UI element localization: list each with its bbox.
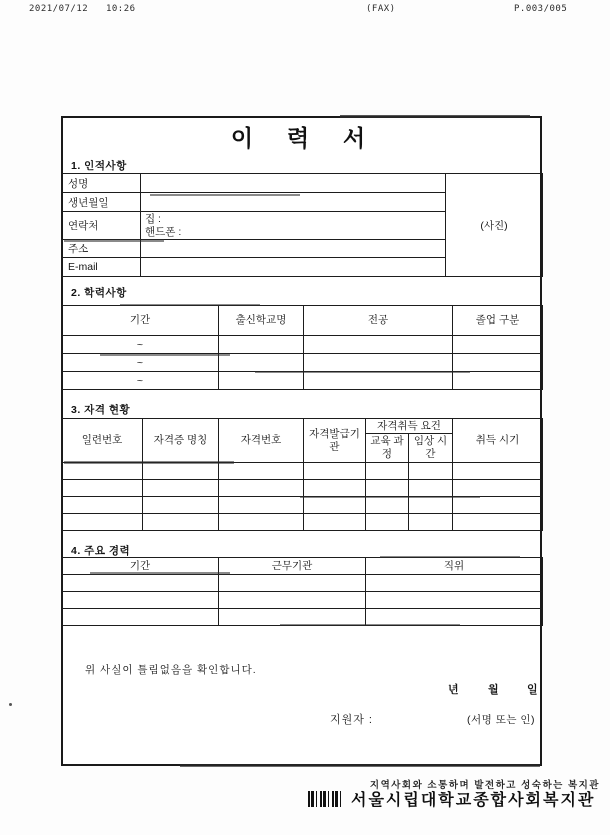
column-group-header-requirements: 자격취득 요건 (366, 419, 453, 434)
empty-cell (453, 497, 543, 514)
empty-cell (304, 497, 366, 514)
empty-cell (143, 497, 219, 514)
scan-artifact (90, 572, 230, 575)
table-row (62, 174, 543, 193)
empty-cell (409, 480, 453, 497)
day-label: 일 (527, 684, 538, 696)
empty-cell (219, 575, 366, 592)
table-row (62, 480, 543, 497)
year-label: 년 (448, 684, 459, 696)
column-header-graduation: 졸업 구분 (453, 306, 543, 336)
empty-cell (409, 463, 453, 480)
scan-artifact (180, 764, 540, 767)
contact-field (141, 212, 446, 240)
period-separator: ~ (62, 354, 219, 372)
empty-cell (304, 463, 366, 480)
organization-line (308, 787, 595, 810)
empty-cell (453, 514, 543, 531)
personal-info-table (61, 173, 543, 277)
empty-cell (304, 514, 366, 531)
empty-cell (219, 514, 304, 531)
empty-cell (366, 463, 409, 480)
table-row (62, 372, 543, 390)
organization-name: 서울시립대학교종합사회복지관 (351, 792, 596, 809)
empty-cell (62, 497, 143, 514)
footer-slogan: 지역사회와 소통하며 발전하고 성숙하는 복지관 (369, 780, 600, 791)
scan-artifact (64, 461, 234, 464)
column-header-issuer: 자격발급기관 (304, 419, 366, 463)
career-table (61, 557, 543, 626)
empty-cell (366, 514, 409, 531)
empty-cell (304, 372, 453, 390)
empty-cell (219, 592, 366, 609)
empty-cell (304, 336, 453, 354)
applicant-label: 지원자 : (330, 714, 373, 726)
empty-cell (219, 372, 304, 390)
empty-cell (62, 609, 219, 626)
column-header-major: 전공 (304, 306, 453, 336)
empty-cell (62, 575, 219, 592)
empty-cell (453, 354, 543, 372)
empty-cell (143, 480, 219, 497)
scan-artifact (255, 371, 470, 373)
scan-artifact (300, 496, 480, 498)
fax-label: (FAX) (366, 4, 396, 14)
photo-box: (사진) (446, 174, 543, 277)
section-heading-education: 2. 학력사항 (71, 287, 127, 299)
education-table (61, 305, 543, 390)
empty-cell (62, 592, 219, 609)
fax-page-number: P.003/005 (514, 4, 568, 14)
table-row (62, 336, 543, 354)
empty-cell (219, 354, 304, 372)
column-header-workplace: 근무기관 (219, 558, 366, 575)
period-separator: ~ (62, 336, 219, 354)
birthdate-label: 생년월일 (62, 193, 141, 212)
empty-cell (219, 609, 366, 626)
scan-artifact (340, 115, 530, 118)
table-row (62, 575, 543, 592)
name-label: 성명 (62, 174, 141, 193)
scan-artifact (150, 194, 300, 196)
email-field (141, 258, 446, 277)
table-row (62, 609, 543, 626)
empty-cell (453, 372, 543, 390)
empty-cell (62, 463, 143, 480)
scan-speck (9, 703, 12, 706)
address-label: 주소 (62, 240, 141, 258)
column-header-school: 출신학교명 (219, 306, 304, 336)
empty-cell (409, 497, 453, 514)
empty-cell (453, 336, 543, 354)
empty-cell (219, 336, 304, 354)
table-header-row (62, 419, 543, 434)
column-header-acquired-date: 취득 시기 (453, 419, 543, 463)
column-header-cert-name: 자격증 명칭 (143, 419, 219, 463)
table-row (62, 354, 543, 372)
column-header-clinical-hours: 임상 시간 (409, 434, 453, 463)
fax-datetime: 2021/07/12 10:26 (29, 4, 136, 14)
empty-cell (366, 497, 409, 514)
empty-cell (366, 480, 409, 497)
column-header-period: 기간 (62, 558, 219, 575)
scan-artifact (280, 624, 460, 626)
month-label: 월 (488, 684, 499, 696)
contact-mobile-label: 핸드폰 : (145, 225, 182, 238)
empty-cell (219, 463, 304, 480)
section-heading-personal: 1. 인적사항 (71, 160, 127, 172)
empty-cell (453, 480, 543, 497)
document-title: 이 력 서 (230, 125, 373, 151)
column-header-position: 직위 (366, 558, 543, 575)
empty-cell (62, 514, 143, 531)
empty-cell (304, 354, 453, 372)
address-field (141, 240, 446, 258)
scan-artifact (120, 304, 260, 306)
empty-cell (143, 463, 219, 480)
org-logo-barcode-icon (308, 791, 344, 807)
empty-cell (453, 463, 543, 480)
email-label: E-mail (62, 258, 141, 277)
scan-artifact (100, 354, 230, 356)
column-header-period: 기간 (62, 306, 219, 336)
table-header-row (62, 306, 543, 336)
scan-artifact (64, 239, 164, 242)
empty-cell (366, 609, 543, 626)
confirmation-statement: 위 사실이 틀림없음을 확인합니다. (85, 664, 257, 676)
empty-cell (219, 480, 304, 497)
contact-home-label: 집 : (145, 212, 161, 225)
column-header-edu-course: 교육 과정 (366, 434, 409, 463)
period-separator: ~ (62, 372, 219, 390)
empty-cell (366, 575, 543, 592)
qualification-table (61, 418, 543, 531)
resume-form-sheet (61, 116, 542, 766)
empty-cell (304, 480, 366, 497)
empty-cell (143, 514, 219, 531)
empty-cell (62, 480, 143, 497)
column-header-cert-number: 자격번호 (219, 419, 304, 463)
empty-cell (366, 592, 543, 609)
scan-artifact (380, 556, 520, 558)
table-row (62, 514, 543, 531)
table-row (62, 463, 543, 480)
name-field (141, 174, 446, 193)
column-header-serial: 일련번호 (62, 419, 143, 463)
empty-cell (409, 514, 453, 531)
empty-cell (219, 497, 304, 514)
table-row (62, 592, 543, 609)
section-heading-qualification: 3. 자격 현황 (71, 404, 131, 416)
contact-label: 연락처 (62, 212, 141, 240)
section-heading-career: 4. 주요 경력 (71, 545, 131, 557)
table-row (62, 497, 543, 514)
signature-or-seal-note: (서명 또는 인) (467, 714, 536, 726)
